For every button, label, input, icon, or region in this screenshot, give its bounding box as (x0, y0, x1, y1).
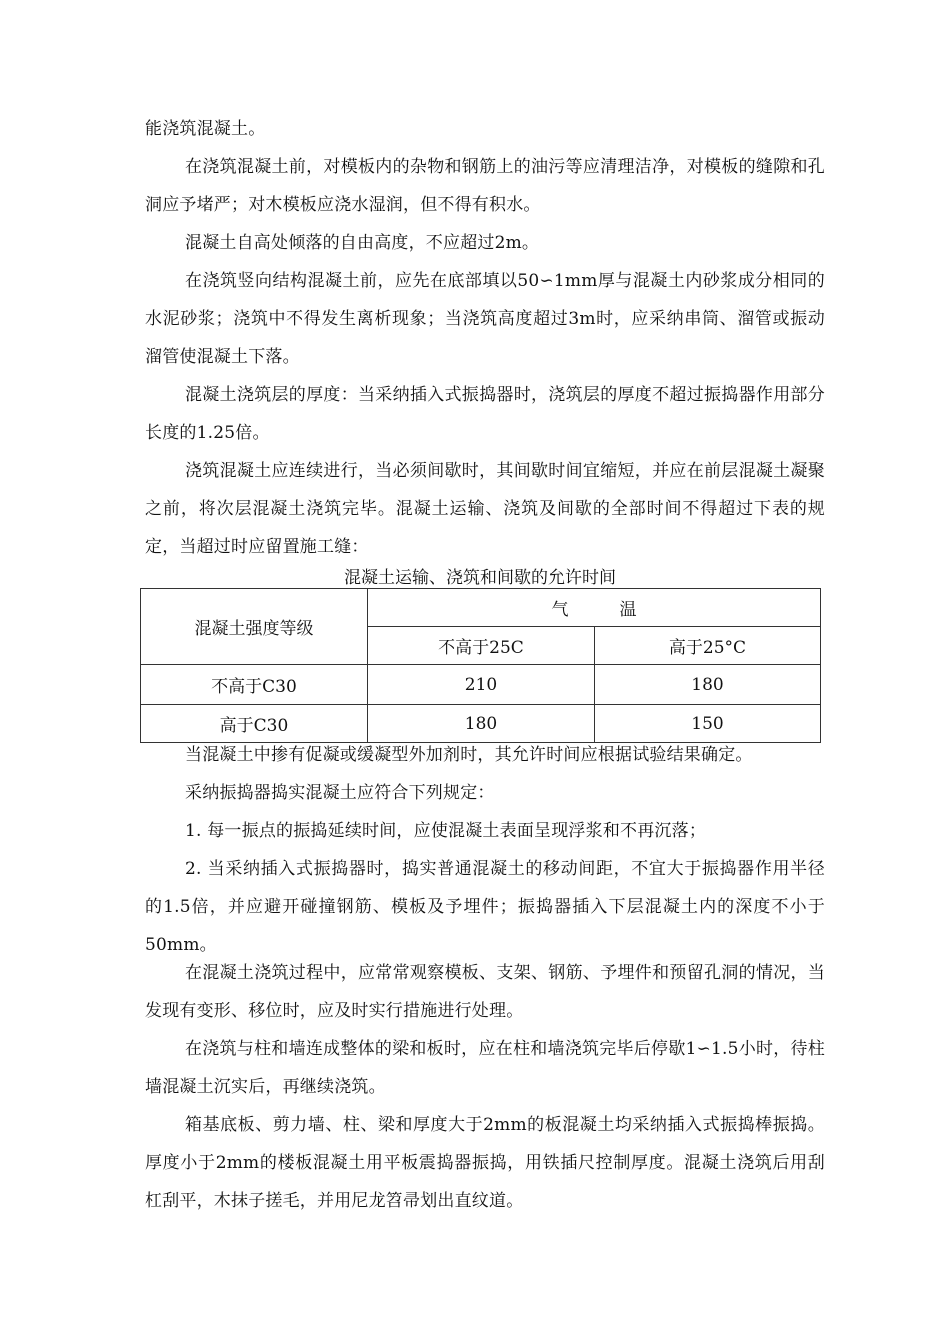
table-row (141, 665, 821, 705)
table-caption: 混凝土运输、浇筑和间歇的允许时间 (344, 568, 616, 588)
paragraph-beam-slab: 在浇筑与柱和墙连成整体的梁和板时，应在柱和墙浇筑完毕后停歇1∽1.5小时，待柱墙混凝土沉实后，再继续浇筑。 (145, 1039, 825, 1097)
paragraph-vertical-structure: 在浇筑竖向结构混凝土前，应先在底部填以50∽1mm厚与混凝土内砂浆成分相同的水泥砂浆；浇筑中不得发生离析现象；当浇筑高度超过3m时，应采纳串筒、溜管或振动溜管使混凝土下落。 (145, 271, 825, 367)
list-item-1: 1. 每一振点的振捣延续时间，应使混凝土表面呈现浮浆和不再沉落； (185, 821, 707, 841)
cell-grade: 高于C30 (141, 705, 368, 743)
cell-low: 210 (368, 665, 595, 705)
list-item-2: 2. 当采纳插入式振捣器时，捣实普通混凝土的移动间距，不宜大于振捣器作用半径的1.5倍，并应避开碰撞钢筋、模板及予埋件；振捣器插入下层混凝土内的深度不小于50mm。 (145, 859, 825, 955)
cell-high: 150 (595, 705, 821, 743)
allowed-time-table (140, 588, 821, 743)
paragraph-observation: 在混凝土浇筑过程中，应常常观察模板、支架、钢筋、予埋件和预留孔洞的情况，当发现有变形、移位时，应及时实行措施进行处理。 (145, 963, 825, 1021)
paragraph-vibrator-rules: 采纳振捣器捣实混凝土应符合下列规定： (185, 783, 495, 803)
paragraph-box-foundation: 箱基底板、剪力墙、柱、梁和厚度大于2mm的板混凝土均采纳插入式振捣棒振捣。厚度小于2mm的楼板混凝土用平板震捣器振捣，用铁插尺控制厚度。混凝土浇筑后用刮杠刮平，木抹子搓毛，并用尼龙笤帚划出直纹道。 (145, 1115, 825, 1211)
paragraph-continuous-pouring: 浇筑混凝土应连续进行，当必须间歇时，其间歇时间宜缩短，并应在前层混凝土凝聚之前，将次层混凝土浇筑完毕。混凝土运输、浇筑及间歇的全部时间不得超过下表的规定，当超过时应留置施工缝： (145, 461, 825, 557)
cell-low: 180 (368, 705, 595, 743)
cell-grade: 不高于C30 (141, 665, 368, 705)
header-low-temp: 不高于25C (368, 627, 595, 665)
paragraph-layer-thickness: 混凝土浇筑层的厚度：当采纳插入式振捣器时，浇筑层的厚度不超过振捣器作用部分长度的1.25倍。 (145, 385, 825, 443)
header-temperature: 气 温 (368, 589, 821, 627)
paragraph-fall-height: 混凝土自高处倾落的自由高度，不应超过2m。 (185, 233, 540, 253)
paragraph-continuation: 能浇筑混凝土。 (145, 119, 266, 139)
header-grade: 混凝土强度等级 (141, 589, 368, 665)
paragraph-formwork-cleaning: 在浇筑混凝土前，对模板内的杂物和钢筋上的油污等应清理洁净，对模板的缝隙和孔洞应予堵严；对木模板应浇水湿润，但不得有积水。 (145, 157, 825, 215)
cell-high: 180 (595, 665, 821, 705)
paragraph-admixture: 当混凝土中掺有促凝或缓凝型外加剂时，其允许时间应根据试验结果确定。 (185, 745, 753, 765)
header-high-temp: 高于25°C (595, 627, 821, 665)
